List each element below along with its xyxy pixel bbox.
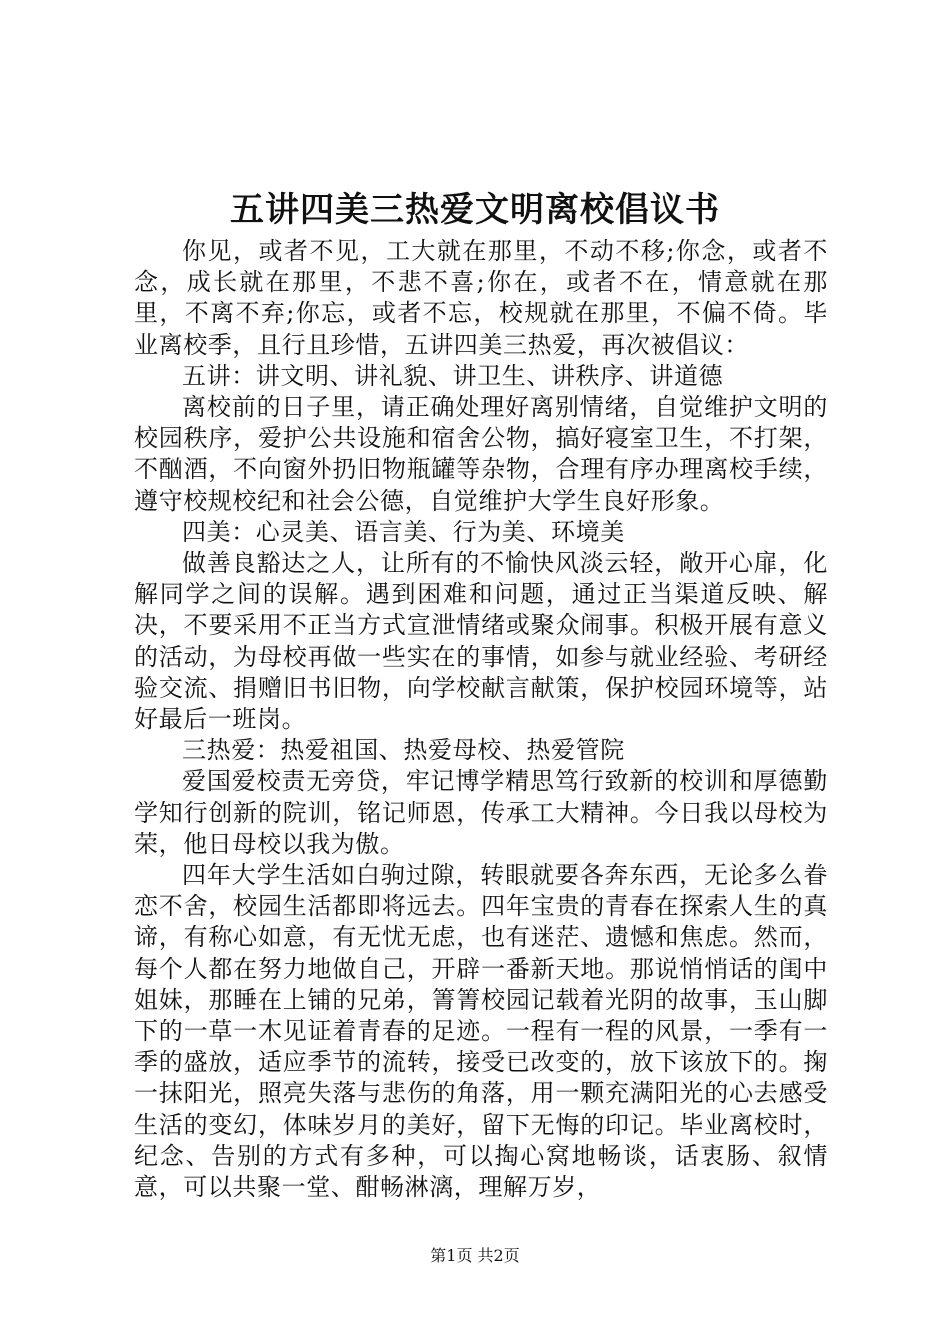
paragraph-four-years: 四年大学生活如白驹过隙，转眼就要各奔东西，无论多么眷恋不舍，校园生活都即将远去。四年宝贵的青春在探索人生的真谛，有称心如意，有无忧无虑，也有迷茫、遗憾和焦虑。然而，每个人都在努力地做自己，开辟一番新天地。那说悄悄话的闺中姐妹，那睡在上铺的兄弟，箐箐校园记载着光阴的故事，玉山脚下的一草一木见证着青春的足迹。一程有一程的风景，一季有一季的盛放，适应季节的流转，接受已改变的，放下该放下的。掬一抹阳光，照亮失落与悲伤的角落，用一颗充满阳光的心去感受生活的变幻，体味岁月的美好，留下无悔的印记。毕业离校时，纪念、告别的方式有多种，可以掏心窝地畅谈，话衷肠、叙情意，可以共聚一堂、酣畅淋漓，理解万岁， xyxy=(134,861,828,1202)
document-body xyxy=(134,236,828,1203)
paragraph-five-speaks: 离校前的日子里，请正确处理好离别情绪，自觉维护文明的校园秩序，爱护公共设施和宿舍公物，搞好寝室卫生，不打架，不酗酒，不向窗外扔旧物瓶罐等杂物，合理有序办理离校手续，遵守校规校纪和社会公德，自觉维护大学生良好形象。 xyxy=(134,393,828,515)
paragraph-three-loves: 爱国爱校责无旁贷，牢记博学精思笃行致新的校训和厚德勤学知行创新的院训，铭记师恩，传承工大精神。今日我以母校为荣，他日母校以我为傲。 xyxy=(134,767,828,858)
document-title: 五讲四美三热爱文明离校倡议书 xyxy=(230,190,720,230)
heading-four-beauties: 四美：心灵美、语言美、行为美、环境美 xyxy=(182,517,625,546)
paragraph-four-beauties: 做善良豁达之人，让所有的不愉快风淡云轻，敞开心扉，化解同学之间的误解。遇到困难和问题，通过正当渠道反映、解决，不要采用不正当方式宣泄情绪或聚众闹事。积极开展有意义的活动，为母校再做一些实在的事情，如参与就业经验、考研经验交流、捐赠旧书旧物，向学校献言献策，保护校园环境等，站好最后一班岗。 xyxy=(134,549,828,734)
page-footer: 第1页 共2页 xyxy=(430,1246,520,1265)
paragraph-intro: 你见，或者不见，工大就在那里，不动不移;你念，或者不念，成长就在那里，不悲不喜;你在，或者不在，情意就在那里，不离不弃;你忘，或者不忘，校规就在那里，不偏不倚。毕业离校季，且行且珍惜，五讲四美三热爱，再次被倡议： xyxy=(134,237,828,359)
heading-five-speaks: 五讲：讲文明、讲礼貌、讲卫生、讲秩序、讲道德 xyxy=(182,361,724,390)
heading-three-loves: 三热爱：热爱祖国、热爱母校、热爱管院 xyxy=(182,736,625,765)
